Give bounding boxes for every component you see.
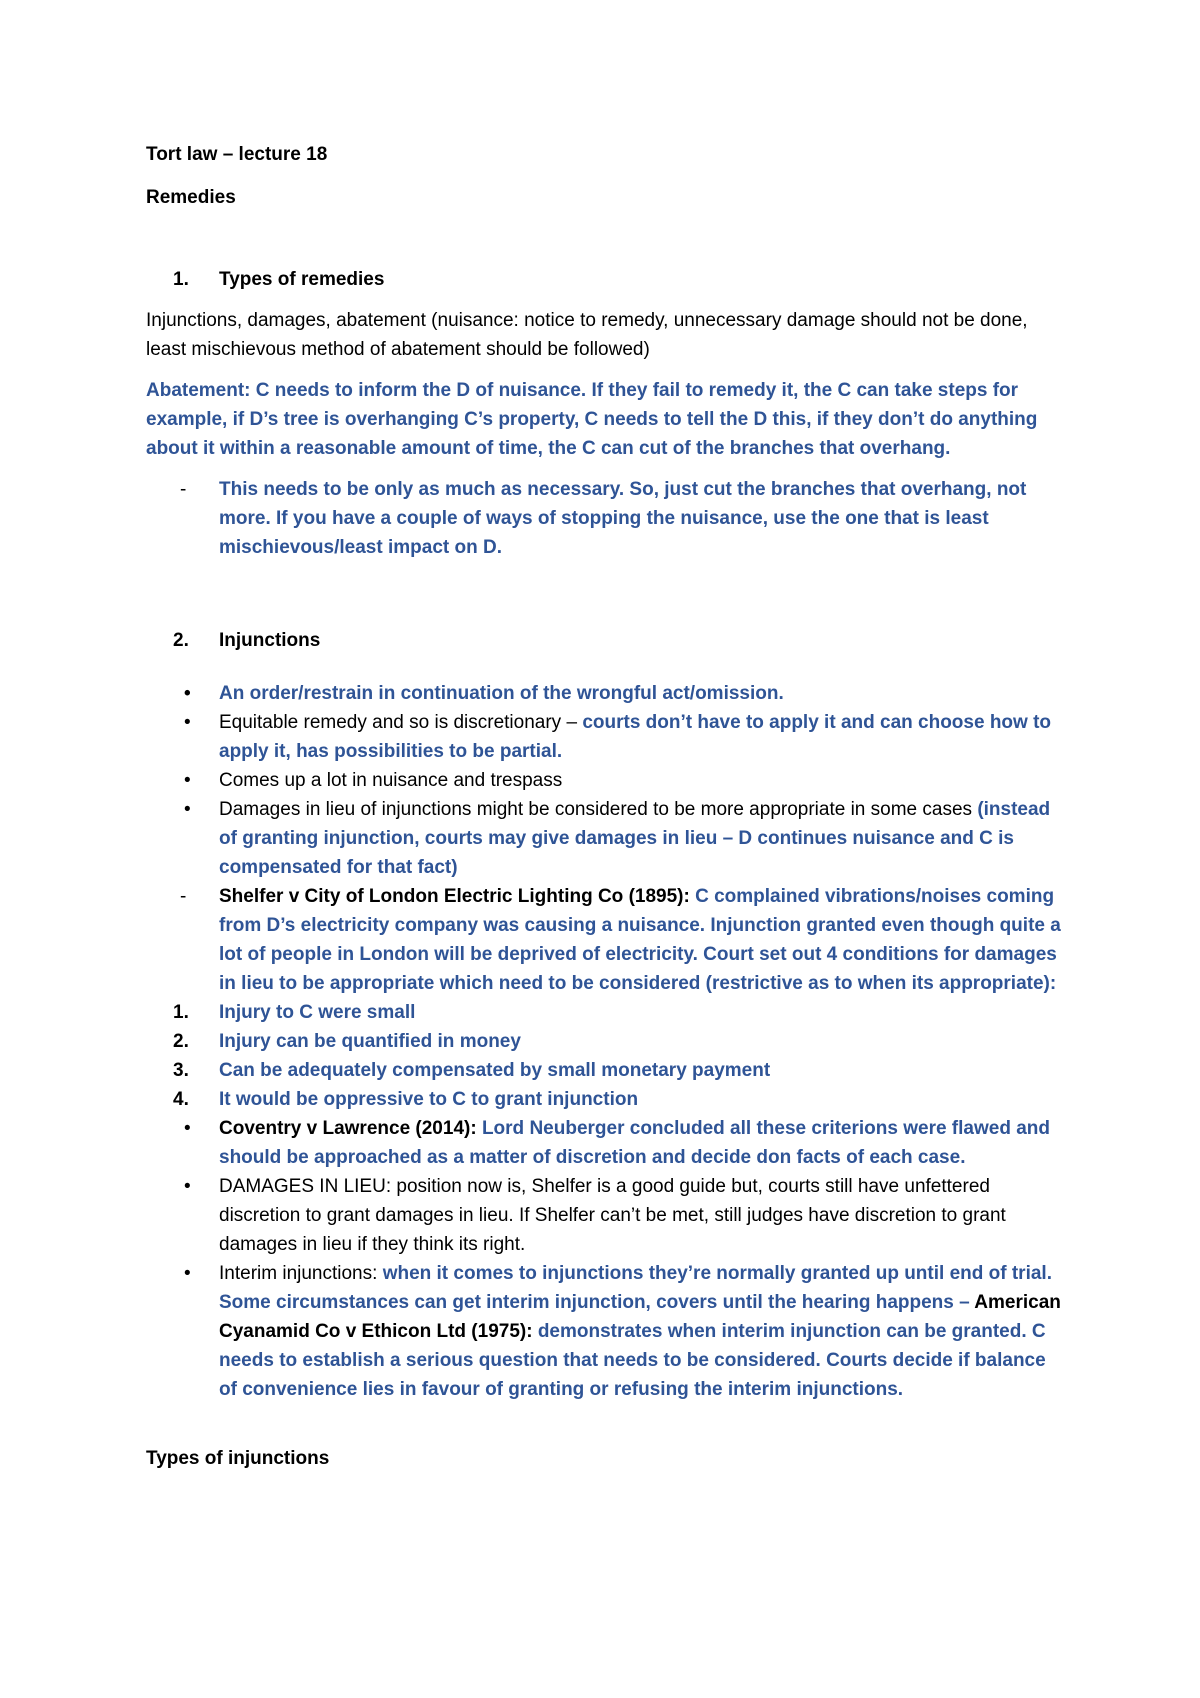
bullet-marker: • (184, 712, 191, 733)
bullet-marker: • (184, 770, 191, 791)
list-item-text: Equitable remedy and so is discretionary – (219, 712, 583, 733)
condition-text: It would be oppressive to C to grant injunction (219, 1089, 639, 1110)
condition-number: 4. (173, 1089, 189, 1110)
condition-number: 1. (173, 1002, 189, 1023)
section-heading-types-of-injunctions: Types of injunctions (146, 1448, 330, 1469)
document-title: Tort law – lecture 18 (146, 144, 328, 165)
list-item-text: Interim injunctions: (219, 1263, 383, 1284)
list-item-text: Comes up a lot in nuisance and trespass (219, 770, 563, 791)
section-number: 1. (173, 269, 189, 290)
case-name: Shelfer v City of London Electric Lighting Co (1895): (219, 886, 696, 907)
list-item-condition (146, 1027, 1066, 1056)
case-name: American Cyanamid Co v Ethicon Ltd (1975): (219, 1292, 1061, 1342)
list-item (146, 708, 1066, 766)
list-item-text: Damages in lieu of injunctions might be considered to be more appropriate in some cases (219, 799, 978, 820)
condition-text: Injury can be quantified in money (219, 1031, 521, 1052)
bullet-marker: • (184, 799, 191, 820)
condition-number: 3. (173, 1060, 189, 1081)
dash-item-text: This needs to be only as much as necessary. So, just cut the branches that overhang, not more. If you have a couple of ways of stopping the nuisance, use the one that is least mischievous/least impact on D. (219, 479, 1027, 558)
section-heading-text: Types of remedies (219, 269, 385, 290)
list-item-text: DAMAGES IN LIEU: position now is, Shelfer is a good guide but, courts still have unfettered discretion to grant damages in lieu. If Shelfer can’t be met, still judges have discretion to grant damages in lieu if they think its right. (219, 1176, 1006, 1255)
case-name: Coventry v Lawrence (2014): (219, 1118, 482, 1139)
list-item-highlight: C complained vibrations/noises coming from D’s electricity company was causing a nuisance. Injunction granted even though quite a lot of people in London will be deprived of electricity. Court set out 4 conditions for damages in lieu to be appropriate which need to be considered (restrictive as to when its appropriate): (219, 886, 1061, 994)
section-number: 2. (173, 630, 189, 651)
remedies-paragraph: Injunctions, damages, abatement (nuisance: notice to remedy, unnecessary damage should not be done, least mischievous method of abatement should be followed) (146, 310, 1028, 360)
section-heading-text: Injunctions (219, 630, 321, 651)
list-item (146, 795, 1066, 882)
injunctions-list (146, 679, 1066, 1404)
bullet-marker: • (184, 683, 191, 704)
list-item-condition (146, 1056, 1066, 1085)
document-subtitle: Remedies (146, 187, 236, 208)
condition-text: Injury to C were small (219, 1002, 416, 1023)
list-item-highlight: demonstrates when interim injunction can be granted. C needs to establish a serious question that needs to be considered. Courts decide if balance of convenience lies in favour of granting or refusing the interim injunctions. (219, 1321, 1046, 1400)
document-page (146, 140, 1066, 1473)
bullet-marker: • (184, 1263, 191, 1284)
list-item (146, 1114, 1066, 1172)
bullet-marker: • (184, 1118, 191, 1139)
dash-item-abatement-note (146, 475, 1066, 562)
list-item-condition (146, 1085, 1066, 1114)
list-item (146, 1259, 1066, 1404)
section-heading-injunctions (146, 626, 1066, 655)
dash-marker: - (180, 886, 187, 907)
list-item-text: An order/restrain in continuation of the wrongful act/omission. (219, 683, 784, 704)
list-item-highlight: courts don’t have to apply it and can choose how to apply it, has possibilities to be partial. (219, 712, 1052, 762)
dash-marker: - (180, 479, 187, 500)
condition-number: 2. (173, 1031, 189, 1052)
list-item (146, 1172, 1066, 1259)
list-item-highlight: (instead of granting injunction, courts may give damages in lieu – D continues nuisance and C is compensated for that fact) (219, 799, 1051, 878)
list-item-highlight: Lord Neuberger concluded all these criterions were flawed and should be approached as a matter of discretion and decide don facts of each case. (219, 1118, 1050, 1168)
list-item-condition (146, 998, 1066, 1027)
list-item (146, 679, 1066, 708)
list-item (146, 766, 1066, 795)
list-item-highlight: when it comes to injunctions they’re normally granted up until end of trial. Some circumstances can get interim injunction, covers until the hearing happens – (219, 1263, 1052, 1313)
abatement-paragraph: Abatement: C needs to inform the D of nuisance. If they fail to remedy it, the C can take steps for example, if D’s tree is overhanging C’s property, C needs to tell the D this, if they don’t do anything about it within a reasonable amount of time, the C can cut of the branches that overhang. (146, 380, 1038, 459)
section-heading-types-of-remedies (146, 265, 1066, 294)
condition-text: Can be adequately compensated by small monetary payment (219, 1060, 771, 1081)
list-item-shelfer (146, 882, 1066, 998)
bullet-marker: • (184, 1176, 191, 1197)
